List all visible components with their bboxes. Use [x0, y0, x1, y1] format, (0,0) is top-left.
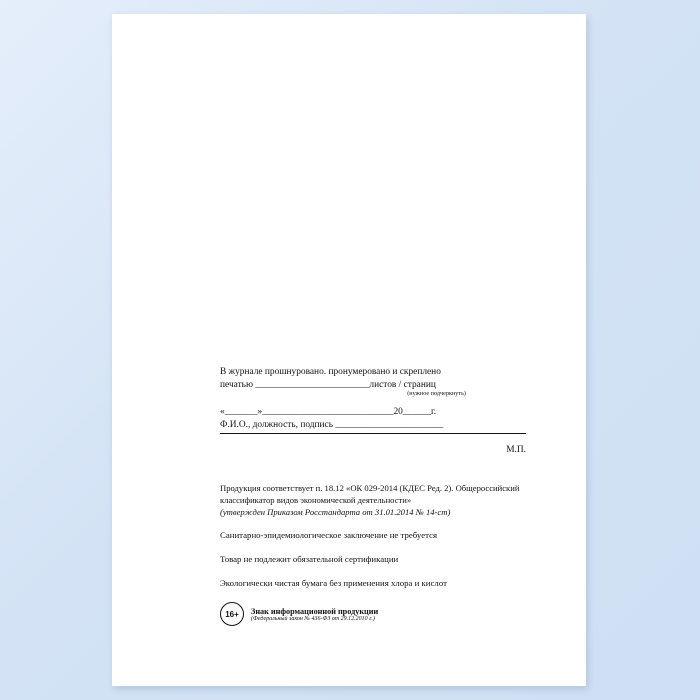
journal-statement-line: В журнале прошнуровано. пронумеровано и скреплено	[220, 367, 441, 377]
date-line: «_______»____________________________20______г.	[220, 407, 437, 418]
age-rating-title: Знак информационной продукции	[251, 606, 379, 616]
underline-hint: (нужное подчеркнуть)	[407, 390, 466, 398]
signature-rule	[220, 432, 526, 434]
seal-line	[220, 379, 540, 392]
seal-blank: __________________________	[255, 379, 370, 390]
document-content	[220, 366, 540, 626]
name-position-signature-line: Ф.И.О., должность, подпись _______________________	[220, 420, 444, 431]
seal-suffix: листов / страниц	[369, 379, 436, 390]
okved-note-text: Продукция соответствует п. 18.12 «ОК 029-2014 (КДЕС Ред. 2). Общероссийский классификатор видов экономической деятельности»	[220, 482, 520, 505]
document-page	[112, 14, 586, 686]
okved-note	[220, 482, 532, 519]
sanitary-note: Санитарно-эпидемиологическое заключение не требуется	[220, 530, 438, 541]
age-rating-law: (Федеральный закон № 436-ФЗ от 29.12.2010 г.)	[251, 615, 375, 622]
age-rating-footer	[220, 602, 540, 626]
stamp-place-label: М.П.	[506, 444, 526, 455]
certification-note: Товар не подлежит обязательной сертификации	[220, 554, 399, 565]
seal-prefix: печатью	[220, 379, 256, 390]
ecology-note: Экологически чистая бумага без применения хлора и кислот	[220, 578, 447, 589]
age-rating-text	[251, 607, 378, 622]
certification-block	[220, 366, 540, 455]
okved-note-italic: (утвержден Приказом Росстандарта от 31.01.2014 № 14-ст)	[220, 507, 451, 518]
age-rating-icon: 16+	[220, 602, 244, 626]
